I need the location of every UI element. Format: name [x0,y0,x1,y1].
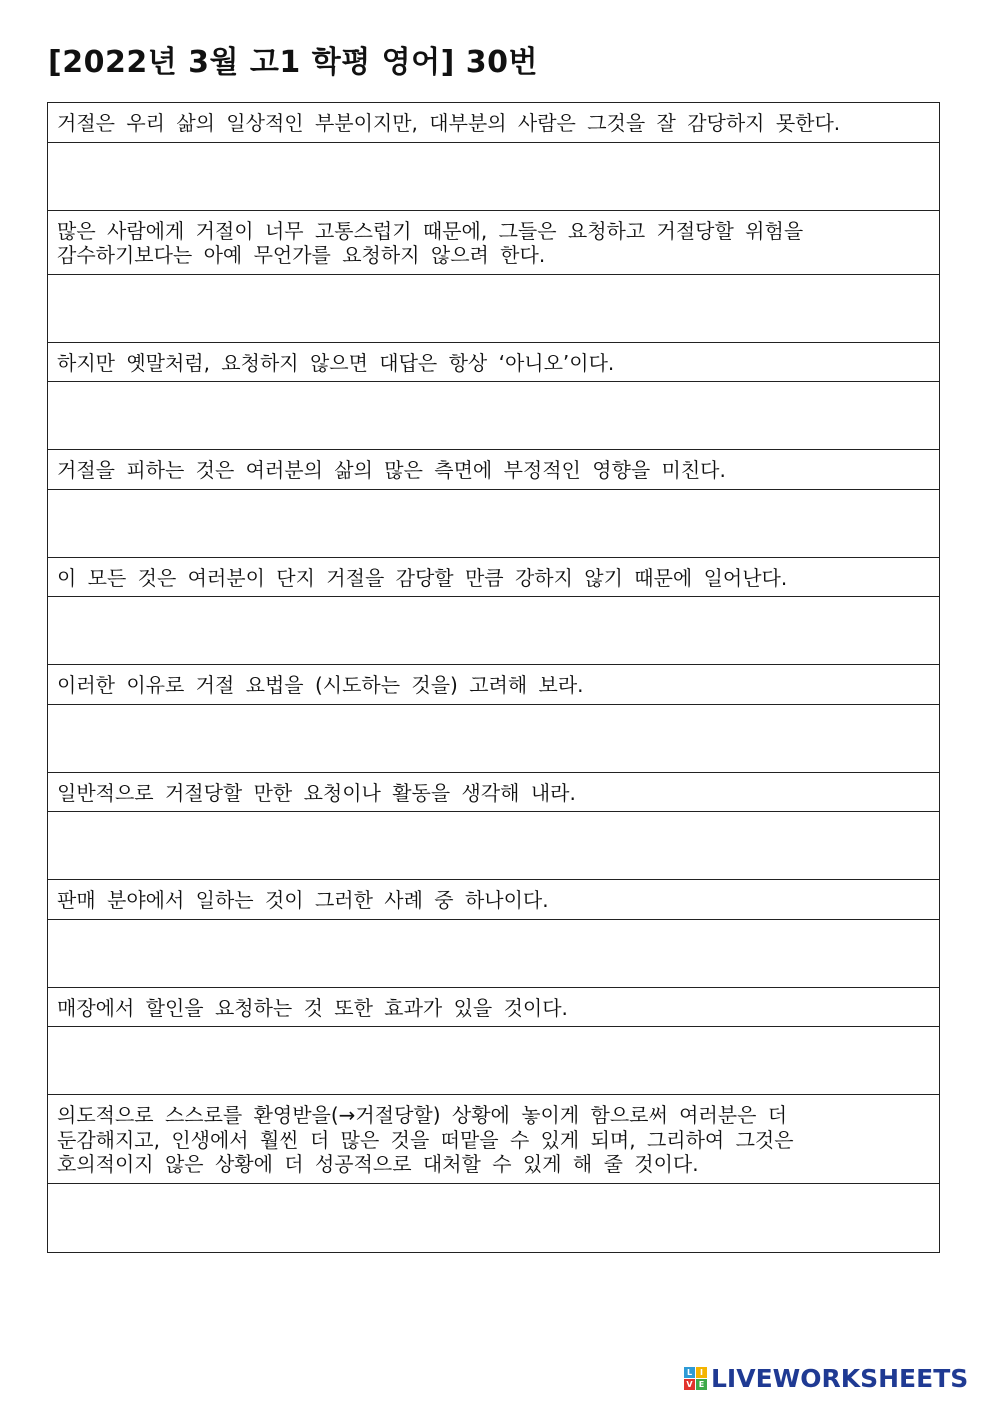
sentence-1: 거절은 우리 삶의 일상적인 부분이지만, 대부분의 사람은 그것을 잘 감당하지 못한다. [48,103,939,143]
answer-input-6[interactable] [48,705,939,772]
answer-input-9[interactable] [48,1027,939,1094]
answer-row-7 [48,812,939,880]
sentence-6: 이러한 이유로 거절 요법을 (시도하는 것을) 고려해 보라. [48,665,939,705]
sentence-2: 많은 사람에게 거절이 너무 고통스럽기 때문에, 그들은 요청하고 거절당할 위험을 감수하기보다는 아예 무언가를 요청하지 않으려 한다. [48,211,939,275]
answer-row-8 [48,920,939,988]
answer-row-6 [48,705,939,773]
answer-input-1[interactable] [48,143,939,210]
logo-mark-letter: I [696,1367,707,1378]
answer-row-3 [48,382,939,450]
answer-input-10[interactable] [48,1184,939,1252]
liveworksheets-logo [684,1362,968,1394]
sentence-3: 하지만 옛말처럼, 요청하지 않으면 대답은 항상 ‘아니오’이다. [48,343,939,383]
logo-mark-letter: L [684,1367,695,1378]
sentence-7: 일반적으로 거절당할 만한 요청이나 활동을 생각해 내라. [48,773,939,813]
answer-input-4[interactable] [48,490,939,557]
sentence-9: 매장에서 할인을 요청하는 것 또한 효과가 있을 것이다. [48,988,939,1028]
worksheet-table [47,102,940,1253]
liveworksheets-wordmark: LIVEWORKSHEETS [711,1363,969,1393]
sentence-8: 판매 분야에서 일하는 것이 그러한 사례 중 하나이다. [48,880,939,920]
answer-row-10 [48,1184,939,1252]
sentence-4: 거절을 피하는 것은 여러분의 삶의 많은 측면에 부정적인 영향을 미친다. [48,450,939,490]
sentence-5: 이 모든 것은 여러분이 단지 거절을 감당할 만큼 강하지 않기 때문에 일어난다. [48,558,939,598]
answer-input-5[interactable] [48,597,939,664]
answer-input-7[interactable] [48,812,939,879]
answer-row-5 [48,597,939,665]
answer-row-2 [48,275,939,343]
answer-input-2[interactable] [48,275,939,342]
answer-input-8[interactable] [48,920,939,987]
answer-row-1 [48,143,939,211]
logo-mark-letter: E [696,1379,707,1390]
sentence-10: 의도적으로 스스로를 환영받을(→거절당할) 상황에 놓이게 함으로써 여러분은 더 둔감해지고, 인생에서 훨씬 더 많은 것을 떠맡을 수 있게 되며, 그리하여 그것은 호의적이지 않은 상황에 더 성공적으로 대처할 수 있게 해 줄 것이다. [48,1095,939,1184]
answer-row-4 [48,490,939,558]
answer-input-3[interactable] [48,382,939,449]
answer-row-9 [48,1027,939,1095]
logo-mark-letter: V [684,1379,695,1390]
page-title: [2022년 3월 고1 학평 영어] 30번 [48,45,538,80]
liveworksheets-mark-icon [684,1367,707,1390]
